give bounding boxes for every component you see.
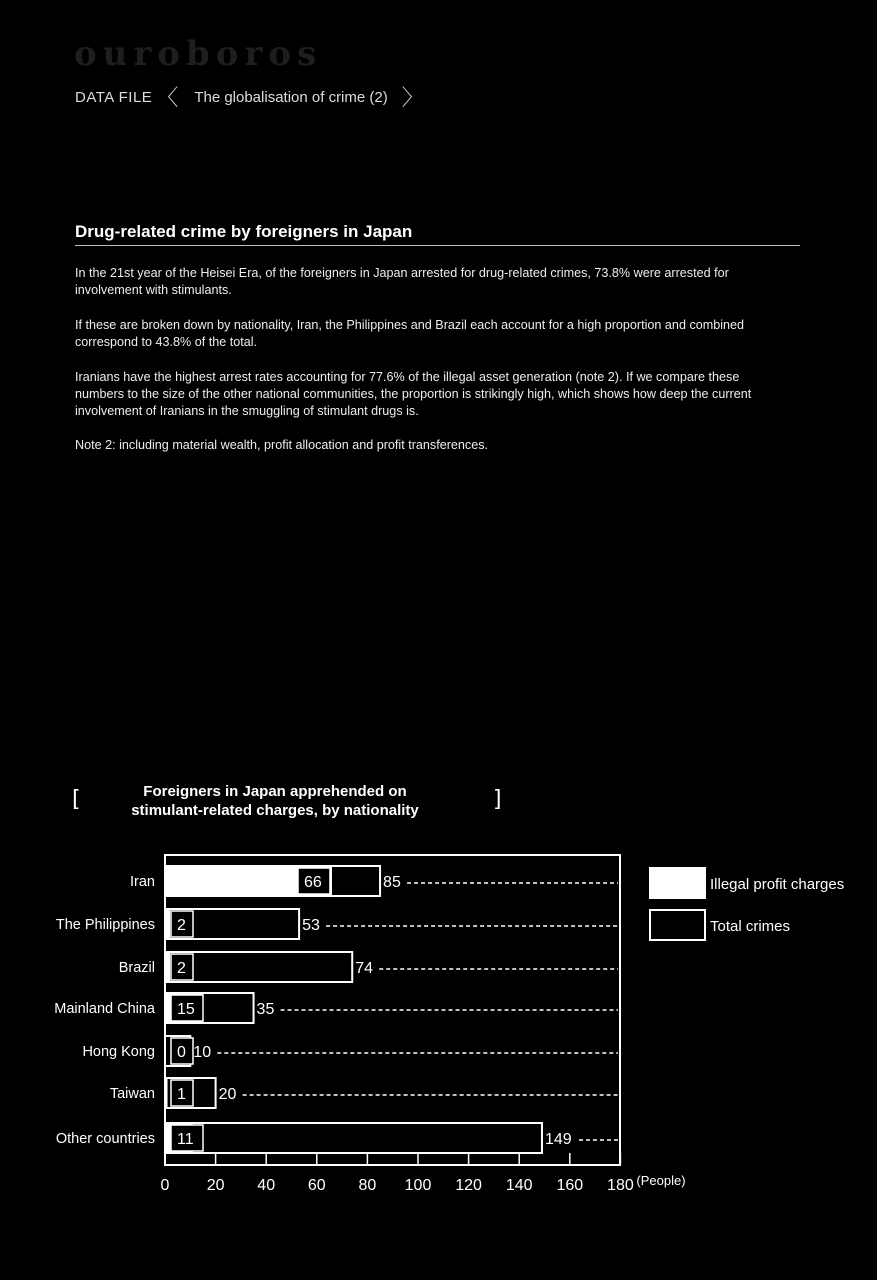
x-tick-label: 160	[556, 1177, 584, 1194]
illegal-value-label: 2	[177, 917, 186, 934]
total-value-label: 53	[302, 917, 320, 934]
x-tick-label: 0	[160, 1177, 170, 1194]
chart-title: Foreigners in Japan apprehended on stimulant-related charges, by nationality	[131, 783, 419, 819]
category-label: Mainland China	[54, 1001, 155, 1017]
category-label: Iran	[130, 874, 155, 890]
legend-label-total: Total crimes	[710, 918, 791, 935]
x-tick-label: 80	[358, 1177, 377, 1194]
datafile-title: The globalisation of crime (2)	[194, 89, 388, 106]
category-label: Brazil	[118, 960, 155, 976]
bar-total-crimes	[165, 1123, 542, 1153]
bar-illegal-profit	[165, 909, 170, 939]
legend-swatch-illegal	[650, 868, 705, 898]
paragraph-2: If these are broken down by nationality, Iran, the Philippines and Brazil each account for a high proportion and combined correspond to 43.8% of the total.	[75, 318, 745, 349]
illegal-value-label: 66	[303, 874, 322, 891]
total-value-label: 35	[256, 1001, 275, 1018]
ouroboros-logo: ouroboros	[74, 34, 323, 74]
paragraph-1: In the 21st year of the Heisei Era, of the foreigners in Japan arrested for drug-related crimes, 73.8% were arrested for involvement with stimulants.	[75, 266, 729, 297]
x-tick-label: 20	[206, 1177, 225, 1194]
category-label: The Philippines	[55, 917, 155, 933]
x-tick-label: 180	[607, 1177, 634, 1194]
total-value-label: 149	[544, 1131, 572, 1148]
total-value-label: 20	[218, 1086, 237, 1103]
total-value-label: 85	[383, 874, 401, 891]
category-label: Hong Kong	[82, 1044, 155, 1060]
chart-title-right-bracket: ]	[493, 787, 502, 812]
bar-illegal-profit	[165, 952, 170, 982]
paragraph-3: Iranians have the highest arrest rates accounting for 77.6% of the illegal asset generation (note 2). If we compare these numbers to the size of the other national communities, the proportion is strikingly high, which shows how deep the current involvement of Iranians in the smuggling of stimulant drugs is.	[75, 370, 752, 418]
x-tick-label: 40	[257, 1177, 276, 1194]
section-title: Drug-related crime by foreigners in Japan	[75, 222, 413, 241]
illegal-value-label: 15	[177, 1001, 195, 1018]
legend-label-illegal: Illegal profit charges	[710, 876, 845, 893]
bar-illegal-profit	[165, 1078, 168, 1108]
x-tick-label: 140	[505, 1177, 533, 1194]
total-value-label: 74	[355, 960, 374, 977]
legend-swatch-total	[650, 910, 705, 940]
category-label: Other countries	[55, 1131, 155, 1147]
right-angle-icon: 〉	[401, 85, 424, 110]
total-value-label: 10	[193, 1044, 212, 1061]
illegal-value-label: 11	[177, 1131, 194, 1148]
chart-title-left-bracket: [	[72, 787, 81, 812]
category-label: Taiwan	[109, 1086, 155, 1102]
left-angle-icon: 〈	[156, 85, 179, 110]
x-tick-label: 100	[404, 1177, 432, 1194]
illegal-value-label: 2	[177, 960, 186, 977]
x-unit-label: (People)	[636, 1173, 686, 1188]
note-2: Note 2: including material wealth, profit allocation and profit transferences.	[75, 438, 489, 452]
datafile-label: DATA FILE	[75, 89, 153, 106]
illegal-value-label: 0	[177, 1044, 186, 1061]
x-tick-label: 120	[455, 1177, 482, 1194]
x-tick-label: 60	[307, 1177, 326, 1194]
illegal-value-label: 1	[177, 1086, 186, 1103]
